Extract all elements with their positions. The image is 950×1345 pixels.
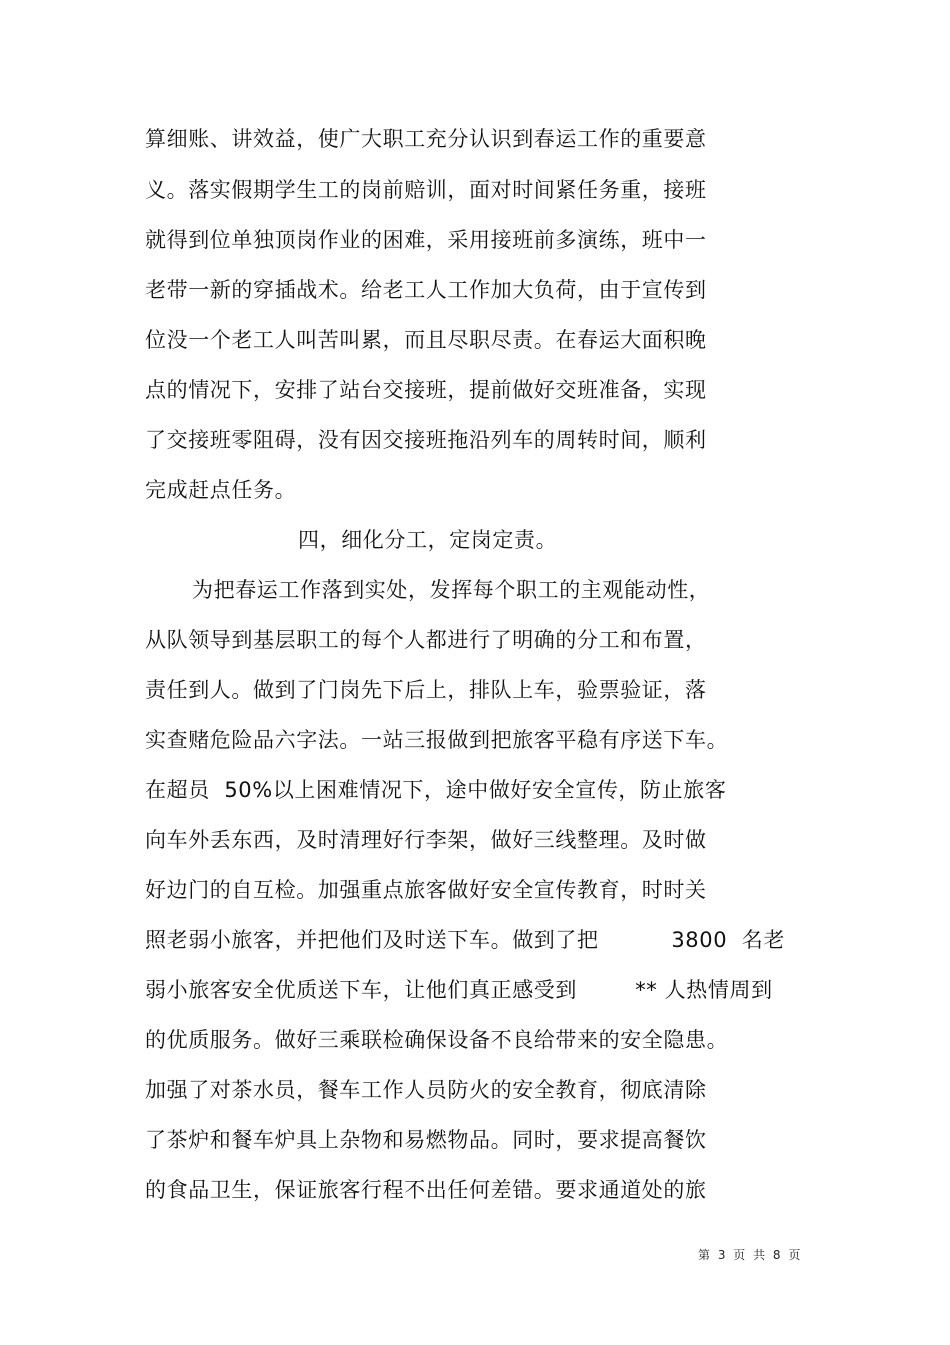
paragraph-line: 从队领导到基层职工的每个人都进行了明确的分工和布置， <box>145 628 707 652</box>
paragraph-line: 的优质服务。做好三乘联检确保设备不良给带来的安全隐患。 <box>145 1028 729 1052</box>
paragraph-line: 加强了对茶水员，餐车工作人员防火的安全教育，彻底清除 <box>145 1078 707 1102</box>
paragraph-line: 好边门的自互检。加强重点旅客做好安全宣传教育，时时关 <box>145 878 707 902</box>
section-heading: 四，细化分工，定岗定责。 <box>298 528 558 552</box>
paragraph-line: 弱小旅客安全优质送下车，让他们真正感受到 ** 人热情周到 <box>145 978 773 1002</box>
page-number-footer: 第 3 页 共 8 页 <box>698 1248 803 1262</box>
paragraph-line: 在超员 50%以上困难情况下，途中做好安全宣传，防止旅客 <box>145 778 727 802</box>
paragraph-line: 照老弱小旅客，并把他们及时送下车。做到了把 3800 名老 <box>145 928 785 952</box>
paragraph-line: 为把春运工作落到实处，发挥每个职工的主观能动性， <box>192 578 711 602</box>
paragraph-line: 算细账、讲效益，使广大职工充分认识到春运工作的重要意 <box>145 127 707 151</box>
paragraph-line: 老带一新的穿插战术。给老工人工作加大负荷，由于宣传到 <box>145 278 707 302</box>
paragraph-line: 了交接班零阻碍，没有因交接班拖沿列车的周转时间，顺利 <box>145 428 707 452</box>
paragraph-line: 的食品卫生，保证旅客行程不出任何差错。要求通道处的旅 <box>145 1178 707 1202</box>
paragraph-line: 了茶炉和餐车炉具上杂物和易燃物品。同时，要求提高餐饮 <box>145 1128 707 1152</box>
paragraph-line: 点的情况下，安排了站台交接班，提前做好交班准备，实现 <box>145 378 707 402</box>
paragraph-line: 实查赌危险品六字法。一站三报做到把旅客平稳有序送下车。 <box>145 728 729 752</box>
paragraph-line: 责任到人。做到了门岗先下后上，排队上车，验票验证，落 <box>145 678 707 702</box>
paragraph-line: 就得到位单独顶岗作业的困难，采用接班前多演练，班中一 <box>145 228 707 252</box>
paragraph-line: 位没一个老工人叫苦叫累，而且尽职尽责。在春运大面积晚 <box>145 328 707 352</box>
paragraph-line: 完成赶点任务。 <box>145 478 297 502</box>
paragraph-line: 义。落实假期学生工的岗前赔训，面对时间紧任务重，接班 <box>145 178 707 202</box>
paragraph-line: 向车外丢东西，及时清理好行李架，做好三线整理。及时做 <box>145 828 707 852</box>
